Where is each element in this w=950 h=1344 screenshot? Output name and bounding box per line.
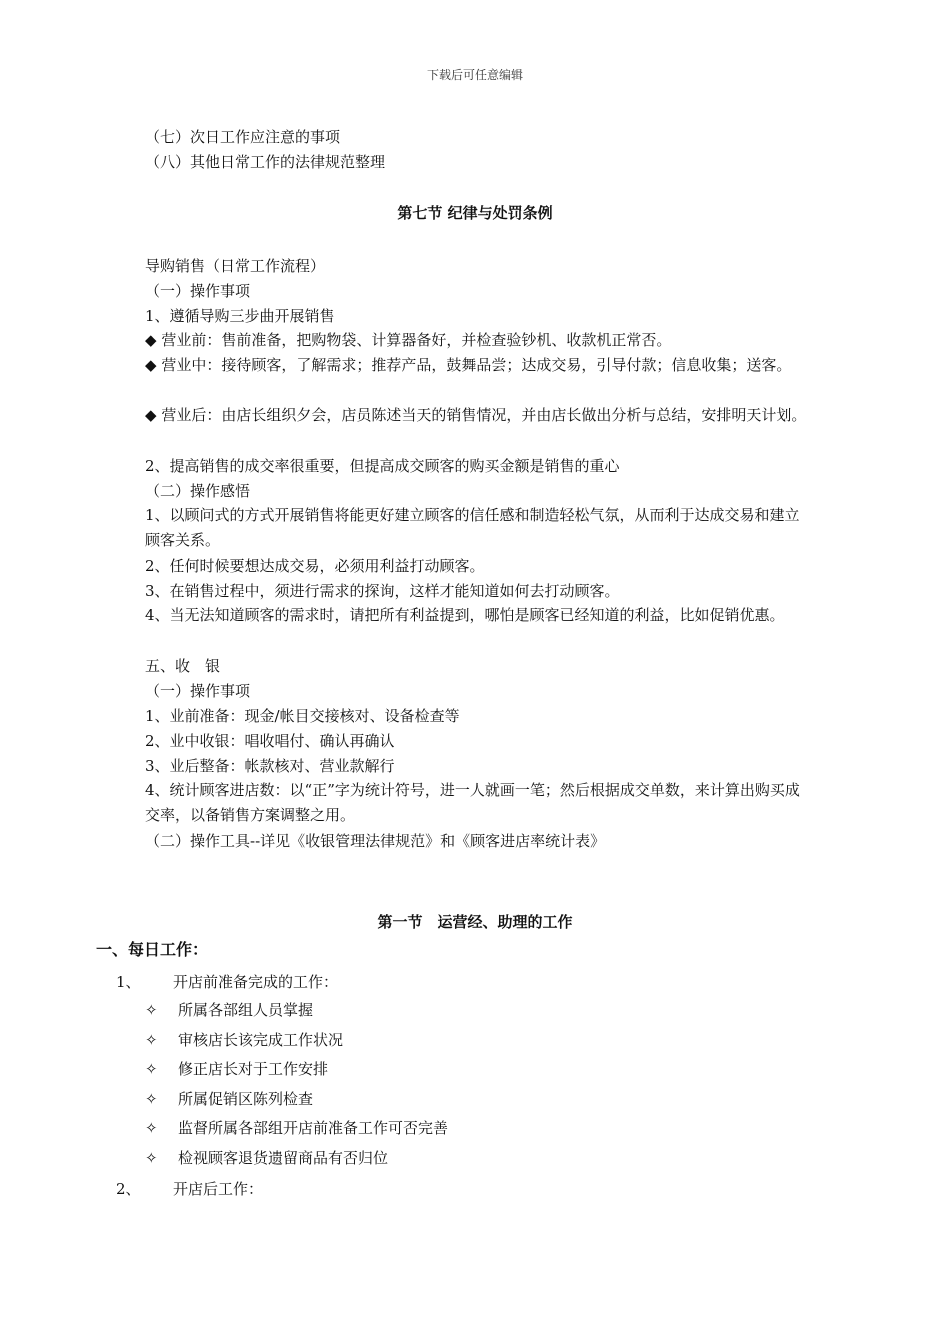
sales-insight-heading: （二）操作感悟: [145, 482, 251, 500]
cashier-item3: 3、业后整备：帐款核对、营业款解行: [145, 757, 395, 775]
cashier-item1: 1、业前准备：现金/帐目交接核对、设备检查等: [145, 707, 460, 725]
daily-item1-number: 1、: [116, 973, 141, 991]
header-note: 下载后可任意编辑: [426, 68, 523, 82]
daily-bullet-text: 监督所属各部组开店前准备工作可否完善: [178, 1119, 449, 1137]
star-bullet-icon: ✧: [145, 1149, 158, 1167]
sales-ops-heading: （一）操作事项: [145, 282, 251, 300]
cashier-ops-heading: （一）操作事项: [145, 682, 251, 700]
daily-bullet-1: [145, 1000, 313, 1020]
cashier-tools: （二）操作工具--详见《收银管理法律规范》和《顾客进店率统计表》: [145, 832, 606, 850]
cashier-item2: 2、业中收银：唱收唱付、确认再确认: [145, 732, 395, 750]
sales-insight3: 3、在销售过程中，须进行需求的探询，这样才能知道如何去打动顾客。: [145, 582, 620, 600]
daily-bullet-5: [145, 1118, 448, 1138]
top-item-8: （八）其他日常工作的法律规范整理: [145, 153, 386, 171]
sales-before-paragraph: [145, 328, 813, 353]
daily-bullet-4: [145, 1089, 313, 1109]
daily-bullet-3: [145, 1059, 328, 1079]
star-bullet-icon: ✧: [145, 1031, 158, 1049]
daily-bullet-text: 检视顾客退货遗留商品有否归位: [178, 1149, 389, 1167]
section7-title: 第七节 纪律与处罚条例: [397, 204, 553, 222]
sales-before-text: 营业前：售前准备，把购物袋、计算器备好，并检查验钞机、收款机正常否。: [161, 331, 672, 349]
top-item-7: （七）次日工作应注意的事项: [145, 128, 341, 146]
sales-title: 导购销售（日常工作流程）: [145, 257, 326, 275]
sales-insight1: 1、以顾问式的方式开展销售将能更好建立顾客的信任感和制造轻松气氛，从而利于达成交易和建立顾客关系。: [145, 506, 800, 549]
sales-after-paragraph: [145, 403, 813, 428]
diamond-bullet-icon: ◆: [145, 406, 157, 424]
daily-item2-number: 2、: [116, 1180, 141, 1198]
sales-after-text: 营业后：由店长组织夕会，店员陈述当天的销售情况，并由店长做出分析与总结，安排明天计划。: [161, 406, 807, 424]
star-bullet-icon: ✧: [145, 1090, 158, 1108]
star-bullet-icon: ✧: [145, 1001, 158, 1019]
star-bullet-icon: ✧: [145, 1060, 158, 1078]
cashier-item4: 4、统计顾客进店数：以“正”字为统计符号，进一人就画一笔；然后根据成交单数，来计算出购买成交率，以备销售方案调整之用。: [145, 781, 800, 824]
star-bullet-icon: ✧: [145, 1119, 158, 1137]
daily-bullet-text: 修正店长对于工作安排: [178, 1060, 329, 1078]
sales-insight4: 4、当无法知道顾客的需求时，请把所有利益提到，哪怕是顾客已经知道的利益，比如促销优惠。: [145, 606, 785, 624]
daily-bullet-2: [145, 1030, 343, 1050]
daily-item2-label: 开店后工作：: [173, 1180, 264, 1198]
daily-bullet-text: 所属各部组人员掌握: [178, 1001, 314, 1019]
sales-insight2: 2、任何时候要想达成交易，必须用利益打动顾客。: [145, 557, 485, 575]
daily-bullet-text: 所属促销区陈列检查: [178, 1090, 314, 1108]
daily-heading: 一、每日工作：: [96, 940, 209, 959]
daily-bullet-6: [145, 1148, 388, 1168]
diamond-bullet-icon: ◆: [145, 356, 157, 374]
sales-during-text: 营业中：接待顾客，了解需求；推荐产品，鼓舞品尝；达成交易，引导付款；信息收集；送客。: [161, 356, 792, 374]
daily-item1-label: 开店前准备完成的工作：: [173, 973, 339, 991]
sales-during-paragraph: [145, 353, 813, 378]
sales-step2: 2、提高销售的成交率很重要，但提高成交顾客的购买金额是销售的重心: [145, 457, 620, 475]
diamond-bullet-icon: ◆: [145, 331, 157, 349]
daily-bullet-text: 审核店长该完成工作状况: [178, 1031, 344, 1049]
sales-step1: 1、遵循导购三步曲开展销售: [145, 307, 335, 325]
section1-title: 第一节 运营经、助理的工作: [377, 913, 573, 931]
cashier-title: 五、收 银: [145, 657, 221, 675]
